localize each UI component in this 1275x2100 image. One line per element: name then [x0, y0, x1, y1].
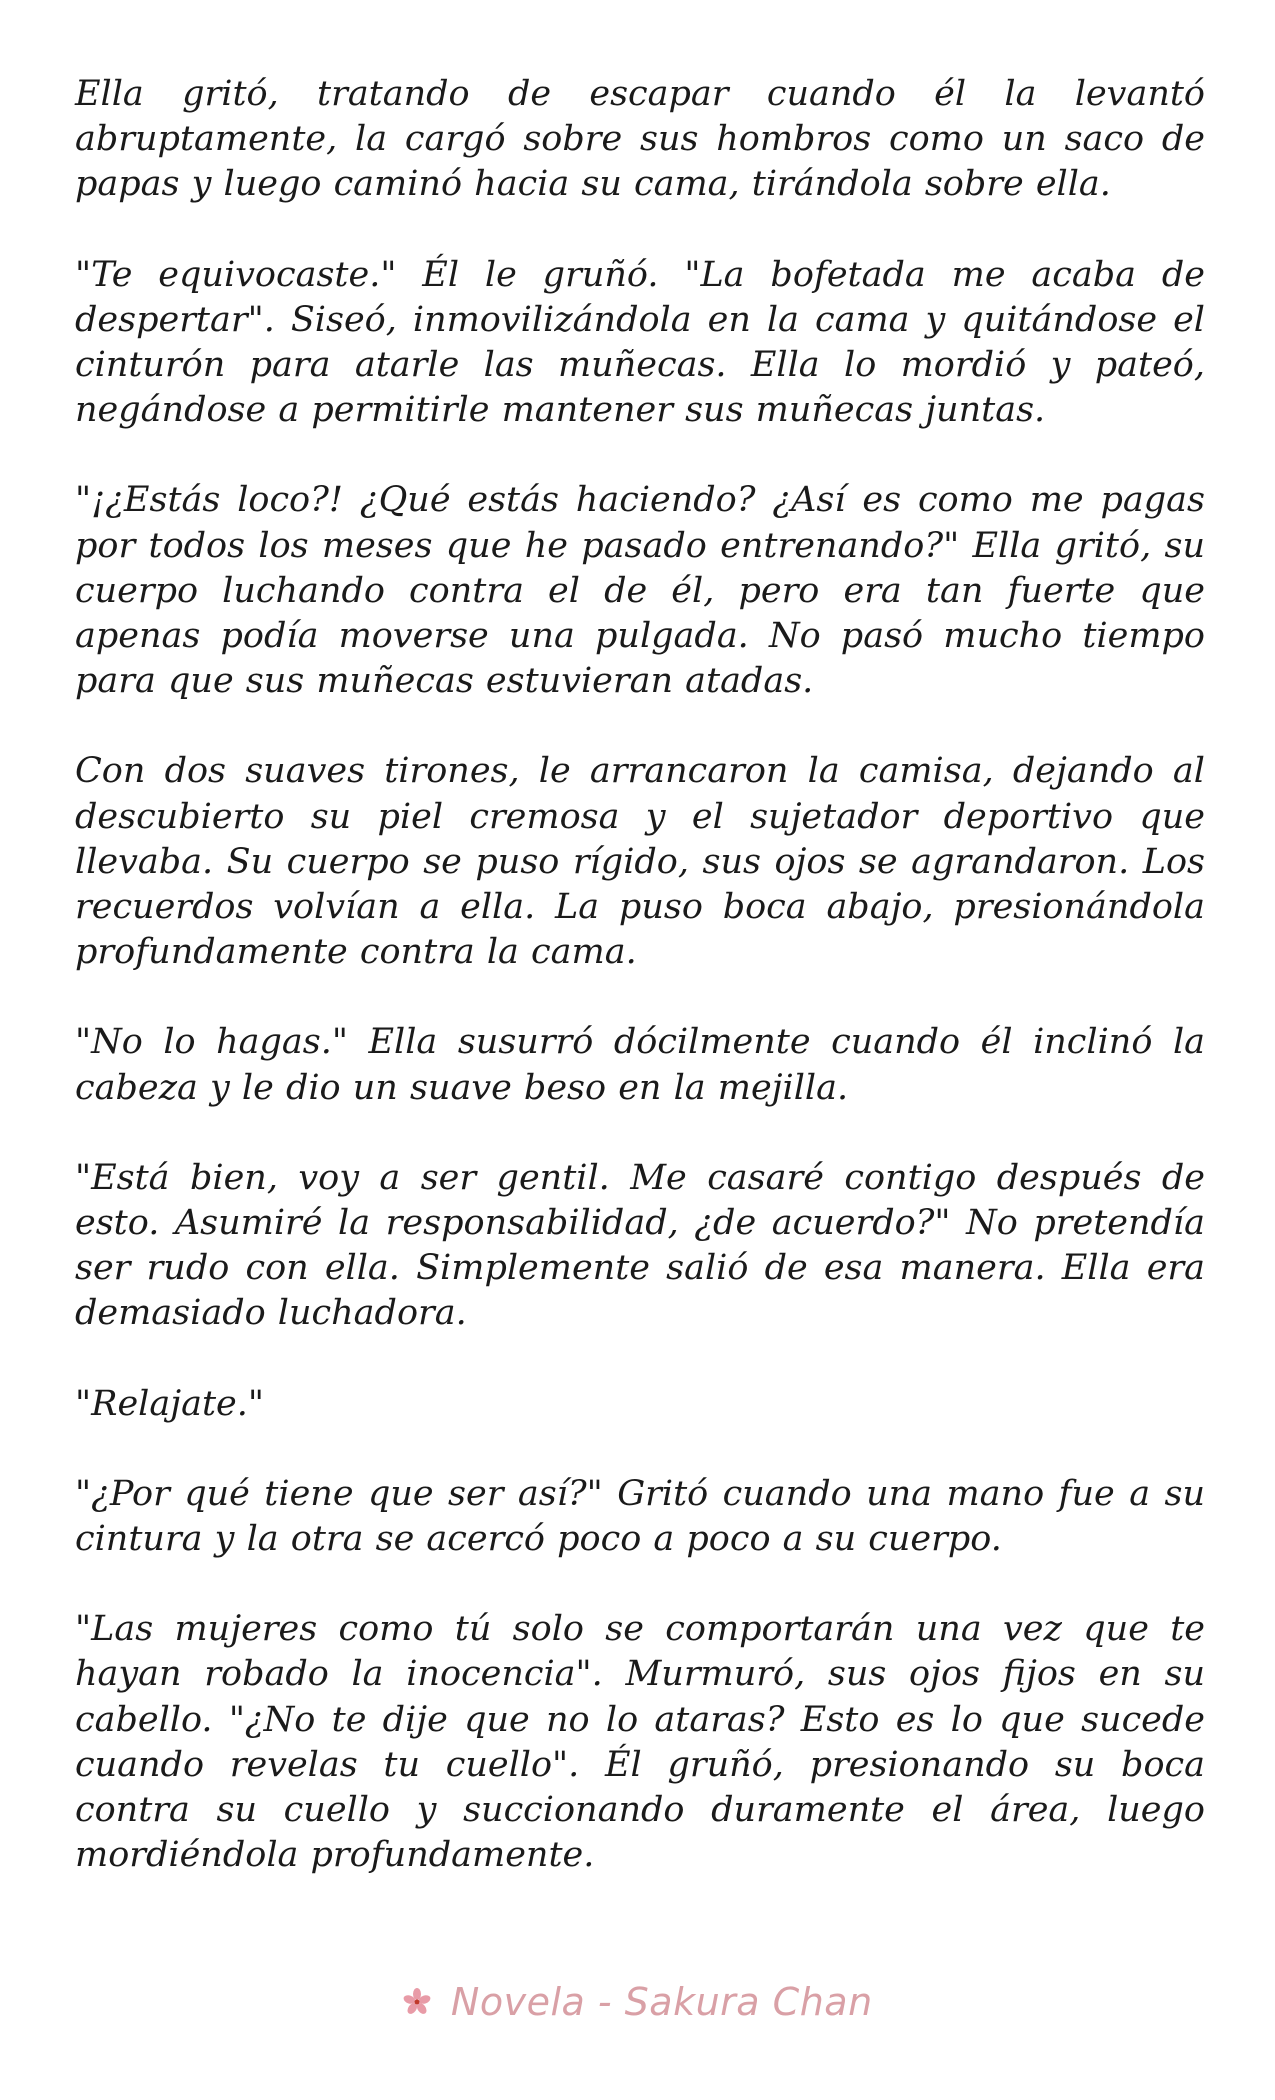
paragraph-9: "Las mujeres como tú solo se comportarán una vez que te hayan robado la inocencia". Murmuró, sus ojos fijos en su cabello. "¿No te dije que no lo ataras? Esto es lo que sucede cuando revelas tu cuello". Él gruñó, presionando su boca contra su cuello y succionando duramente el área, luego mordiéndola profundamente. [75, 1609, 1205, 1876]
paragraph-8: "¿Por qué tiene que ser así?" Gritó cuando una mano fue a su cintura y la otra se acercó poco a poco a su cuerpo. [75, 1473, 1205, 1560]
paragraph-4: Con dos suaves tirones, le arrancaron la camisa, dejando al descubierto su piel cremosa y el sujetador deportivo que llevaba. Su cuerpo se puso rígido, sus ojos se agrandaron. Los recuerdos volvían a ella. La puso boca abajo, presionándola profundamente contra la cama. [75, 751, 1205, 973]
watermark [0, 1980, 1275, 2024]
paragraph-5: "No lo hagas." Ella susurró dócilmente cuando él inclinó la cabeza y le dio un suave beso en la mejilla. [75, 1022, 1205, 1108]
paragraph-3: "¡¿Estás loco?! ¿Qué estás haciendo? ¿Así es como me pagas por todos los meses que he pasado entrenando?" Ella gritó, su cuerpo luchando contra el de él, pero era tan fuerte que apenas podía moverse una pulgada. No pasó mucho tiempo para que sus muñecas estuvieran atadas. [75, 480, 1205, 702]
paragraph-6: "Está bien, voy a ser gentil. Me casaré contigo después de esto. Asumiré la responsabilidad, ¿de acuerdo?" No pretendía ser rudo con ella. Simplemente salió de esa manera. Ella era demasiado luchadora. [75, 1157, 1205, 1334]
paragraph-2: "Te equivocaste." Él le gruñó. "La bofetada me acaba de despertar". Siseó, inmovilizándola en la cama y quitándose el cinturón para atarle las muñecas. Ella lo mordió y pateó, negándose a permitirle mantener sus muñecas juntas. [75, 254, 1205, 431]
paragraph-7: "Relajate." [75, 1383, 264, 1424]
sakura-flower-icon [402, 1982, 432, 2012]
watermark-text: Novela - Sakura Chan [450, 1980, 873, 2024]
document-body [75, 72, 1205, 1879]
paragraph-1: Ella gritó, tratando de escapar cuando él la levantó abruptamente, la cargó sobre sus hombros como un saco de papas y luego caminó hacia su cama, tirándola sobre ella. [75, 74, 1205, 205]
